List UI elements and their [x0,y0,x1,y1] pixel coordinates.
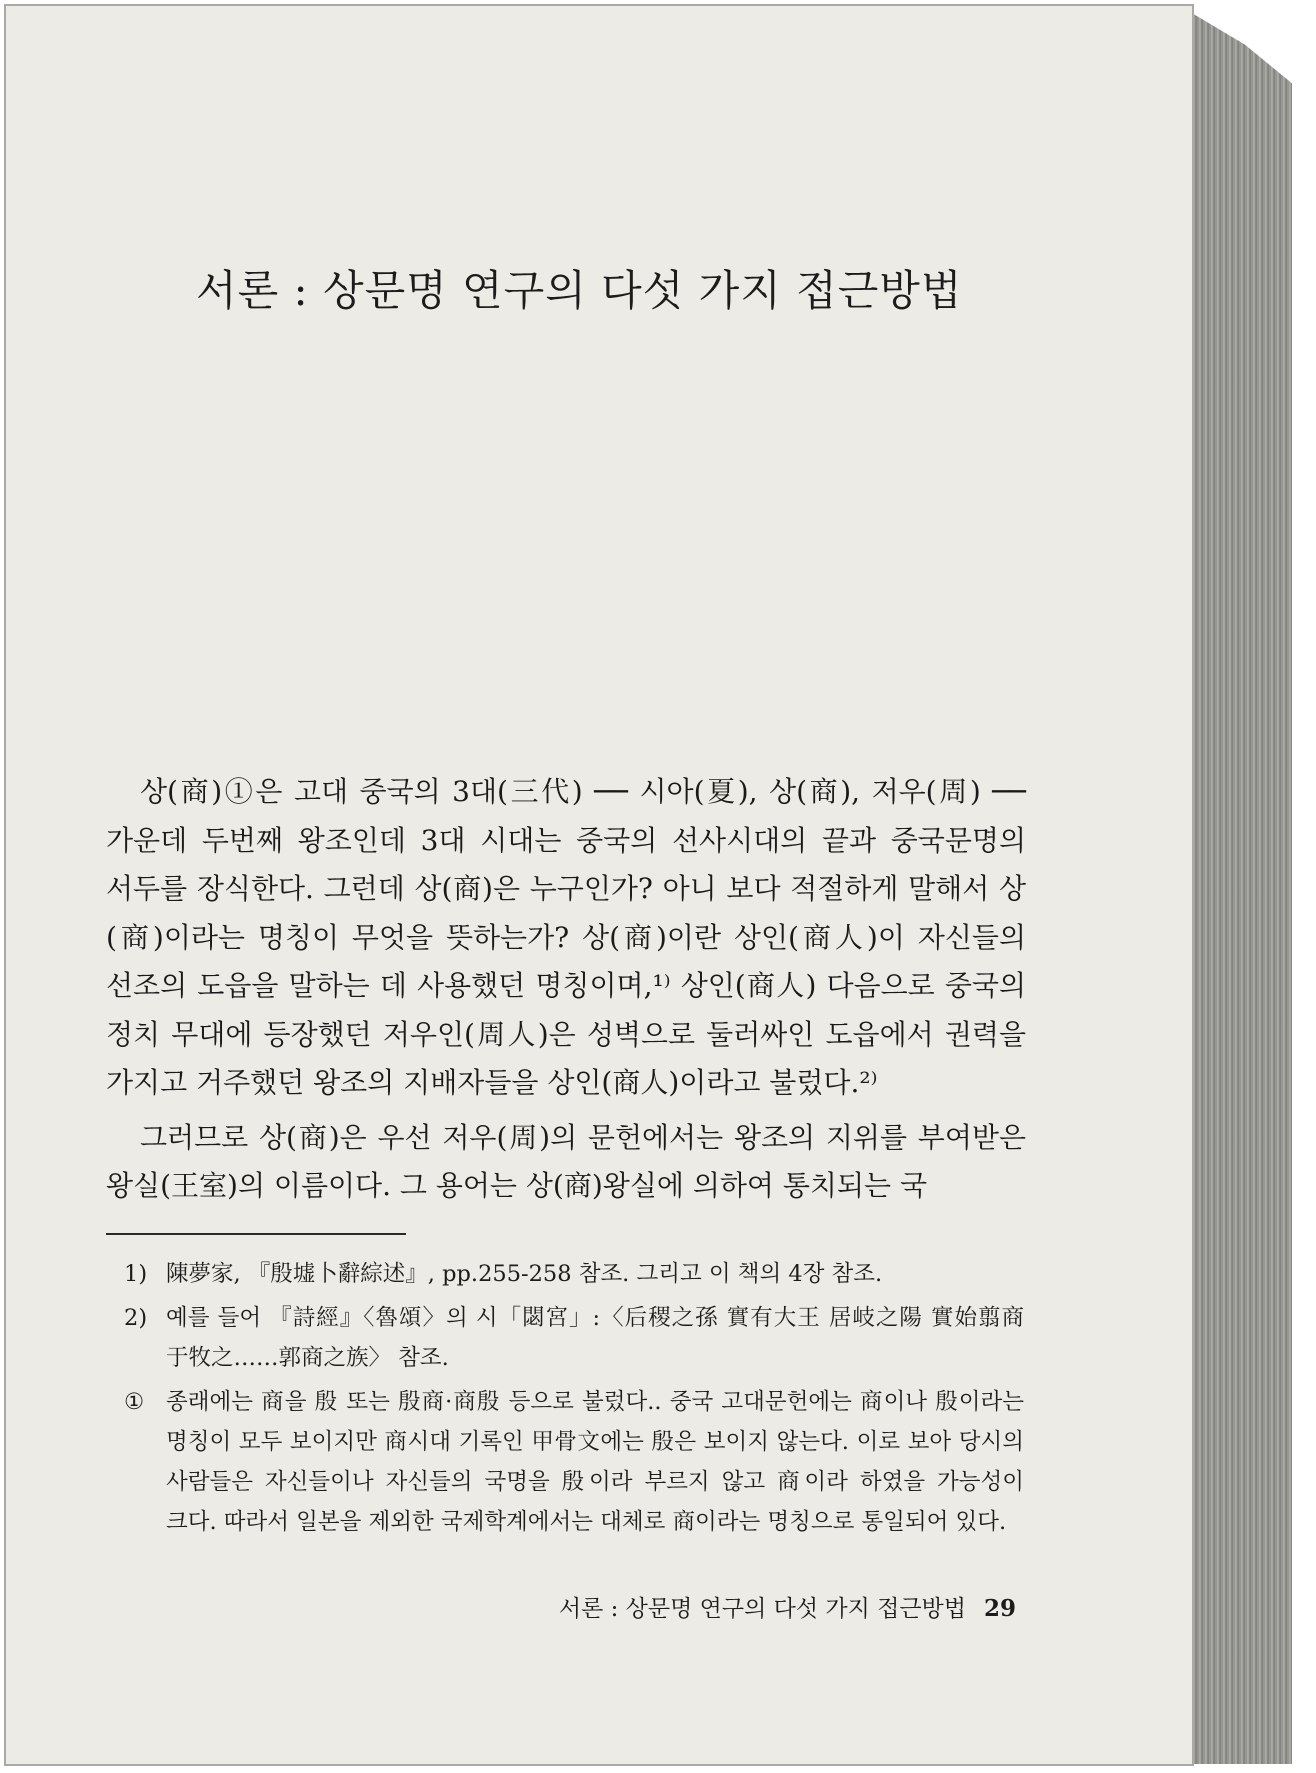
page-edges [1180,6,1292,1764]
running-footer-title: 서론 : 상문명 연구의 다섯 가지 접근방법 [558,1596,966,1622]
running-footer [476,1590,1016,1623]
body-text [106,768,1026,1217]
paragraph: 상(商)①은 고대 중국의 3대(三代) ── 시아(夏), 상(商), 저우(周) ── 가운데 두번째 왕조인데 3대 시대는 중국의 선사시대의 끝과 중국문명의 서두를 장식한다. 그런데 상(商)은 누구인가? 아니 보다 적절하게 말해서 상(商)이라는 명칭이 무엇을 뜻하는가? 상(商)이란 상인(商人)이 자신들의 선조의 도읍을 말하는 데 사용했던 명칭이며,¹⁾ 상인(商人) 다음으로 중국의 정치 무대에 등장했던 저우인(周人)은 성벽으로 둘러싸인 도읍에서 권력을 가지고 거주했던 왕조의 지배자들을 상인(商人)이라고 불렀다.²⁾ [106,775,1026,1099]
footnote-text: 종래에는 商을 殷 또는 殷商·商殷 등으로 불렀다.. 중국 고대문헌에는 商이나 殷이라는 명칭이 모두 보이지만 商시대 기록인 甲骨文에는 殷은 보이지 않는다. 이로 보아 당시의 사람들은 자신들이나 자신들의 국명을 殷이라 부르지 않고 商이라 하였을 가능성이 크다. 따라서 일본을 제외한 국제학계에서는 대체로 商이라는 명칭으로 통일되어 있다. [166,1389,1024,1535]
footnote-text: 陳夢家, 『殷墟卜辭綜述』, pp.255-258 참조. 그리고 이 책의 4장 참조. [166,1261,883,1287]
footnotes [124,1254,1024,1546]
footnote [124,1298,1024,1378]
footnote [124,1254,1024,1294]
chapter-title: 서론 : 상문명 연구의 다섯 가지 접근방법 [196,266,963,315]
footnote-text: 예를 들어 『詩經』〈魯頌〉의 시「閟宮」:〈后稷之孫 實有大王 居岐之陽 實始翦商 于牧之……郭商之族〉 참조. [166,1305,1024,1371]
footnote-divider [106,1233,406,1235]
page-number: 29 [983,1595,1016,1622]
footnote-mark: ① [124,1389,145,1415]
book-page [4,4,1194,1766]
footnote [124,1382,1024,1542]
footnote-mark: 1) [124,1261,148,1287]
footnote-mark: 2) [124,1305,148,1331]
paragraph: 그러므로 상(商)은 우선 저우(周)의 문헌에서는 왕조의 지위를 부여받은 왕실(王室)의 이름이다. 그 용어는 상(商)왕실에 의하여 통치되는 국 [106,1120,1026,1202]
